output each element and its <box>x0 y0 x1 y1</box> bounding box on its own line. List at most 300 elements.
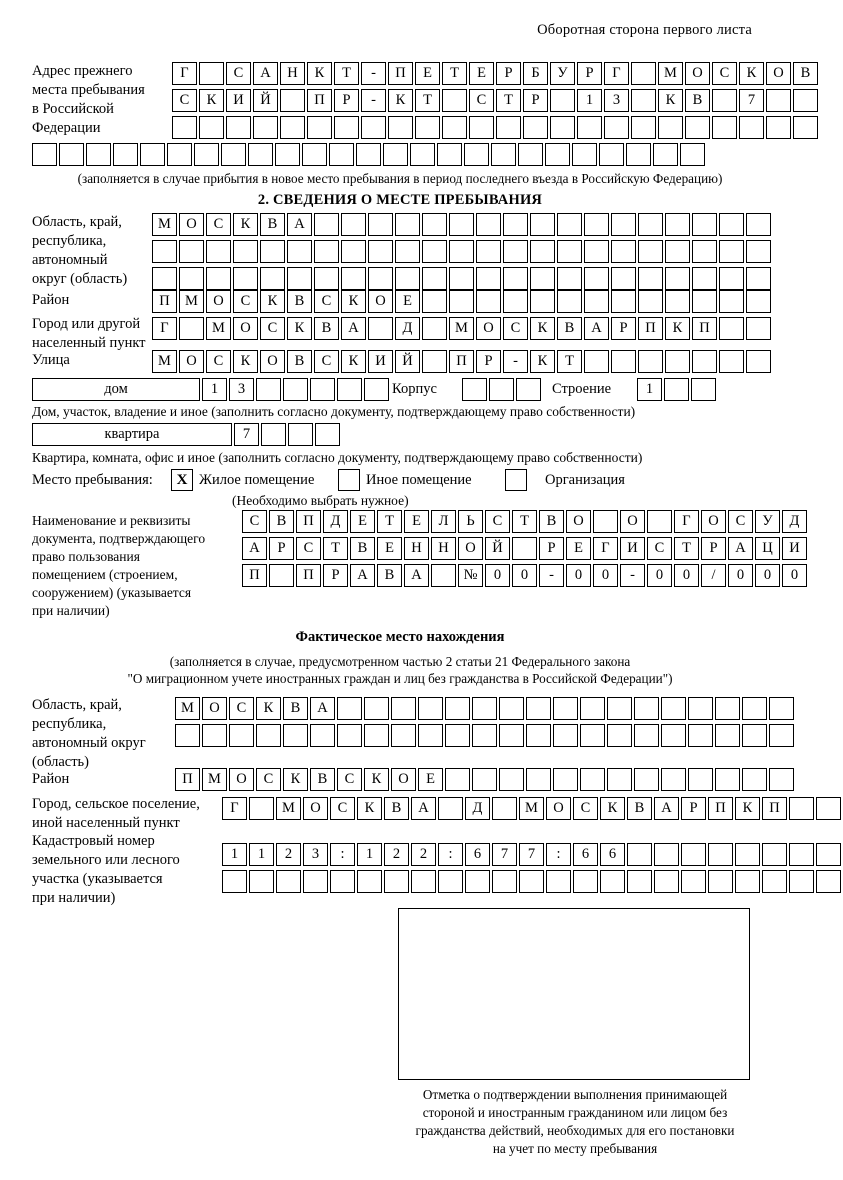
char-cell[interactable]: Р <box>681 797 706 820</box>
document-row-1[interactable] <box>242 510 809 533</box>
char-cell[interactable] <box>692 290 717 313</box>
char-cell[interactable]: 1 <box>202 378 227 401</box>
char-cell[interactable]: 0 <box>728 564 753 587</box>
char-cell[interactable]: С <box>206 350 231 373</box>
char-cell[interactable] <box>530 213 555 236</box>
char-cell[interactable]: 0 <box>485 564 510 587</box>
char-cell[interactable]: 6 <box>600 843 625 866</box>
char-cell[interactable]: А <box>728 537 753 560</box>
char-cell[interactable]: 0 <box>566 564 591 587</box>
char-cell[interactable]: Е <box>404 510 429 533</box>
char-cell[interactable] <box>584 267 609 290</box>
char-cell[interactable]: 6 <box>465 843 490 866</box>
char-cell[interactable]: В <box>314 317 339 340</box>
checkbox-inoe-pomeschenie[interactable] <box>338 469 360 491</box>
char-cell[interactable]: Т <box>442 62 467 85</box>
char-cell[interactable]: Н <box>404 537 429 560</box>
char-cell[interactable] <box>708 843 733 866</box>
char-cell[interactable] <box>708 870 733 893</box>
char-cell[interactable] <box>715 724 740 747</box>
char-cell[interactable] <box>611 240 636 263</box>
char-cell[interactable]: О <box>701 510 726 533</box>
char-cell[interactable]: А <box>287 213 312 236</box>
char-cell[interactable]: Р <box>701 537 726 560</box>
char-cell[interactable] <box>631 89 656 112</box>
char-cell[interactable] <box>577 116 602 139</box>
char-cell[interactable]: Р <box>334 89 359 112</box>
char-cell[interactable] <box>476 267 501 290</box>
char-cell[interactable] <box>256 378 281 401</box>
char-cell[interactable]: К <box>233 213 258 236</box>
char-cell[interactable]: П <box>296 510 321 533</box>
char-cell[interactable] <box>503 240 528 263</box>
char-cell[interactable] <box>113 143 138 166</box>
char-cell[interactable] <box>746 350 771 373</box>
char-cell[interactable]: П <box>175 768 200 791</box>
char-cell[interactable] <box>337 724 362 747</box>
char-cell[interactable]: В <box>310 768 335 791</box>
char-cell[interactable] <box>638 240 663 263</box>
char-cell[interactable]: О <box>391 768 416 791</box>
char-cell[interactable]: Ц <box>755 537 780 560</box>
char-cell[interactable] <box>735 870 760 893</box>
char-cell[interactable] <box>86 143 111 166</box>
char-cell[interactable] <box>789 797 814 820</box>
char-cell[interactable] <box>492 870 517 893</box>
char-cell[interactable] <box>303 870 328 893</box>
char-cell[interactable] <box>449 240 474 263</box>
char-cell[interactable] <box>638 213 663 236</box>
char-cell[interactable] <box>762 870 787 893</box>
char-cell[interactable] <box>229 724 254 747</box>
char-cell[interactable] <box>206 267 231 290</box>
char-cell[interactable] <box>611 213 636 236</box>
char-cell[interactable]: П <box>296 564 321 587</box>
char-cell[interactable]: : <box>330 843 355 866</box>
char-cell[interactable]: В <box>287 290 312 313</box>
char-cell[interactable] <box>503 213 528 236</box>
char-cell[interactable]: С <box>573 797 598 820</box>
char-cell[interactable] <box>816 797 841 820</box>
char-cell[interactable]: 3 <box>604 89 629 112</box>
char-cell[interactable] <box>553 697 578 720</box>
char-cell[interactable]: № <box>458 564 483 587</box>
char-cell[interactable] <box>449 213 474 236</box>
char-cell[interactable] <box>167 143 192 166</box>
char-cell[interactable]: С <box>296 537 321 560</box>
char-cell[interactable]: П <box>762 797 787 820</box>
char-cell[interactable]: Г <box>172 62 197 85</box>
char-cell[interactable]: П <box>388 62 413 85</box>
char-cell[interactable]: 0 <box>674 564 699 587</box>
char-cell[interactable]: С <box>728 510 753 533</box>
char-cell[interactable] <box>364 697 389 720</box>
prev-address-row-2[interactable] <box>172 89 820 112</box>
char-cell[interactable] <box>395 240 420 263</box>
char-cell[interactable] <box>557 213 582 236</box>
char-cell[interactable] <box>256 724 281 747</box>
char-cell[interactable]: В <box>685 89 710 112</box>
char-cell[interactable]: В <box>539 510 564 533</box>
char-cell[interactable]: А <box>350 564 375 587</box>
char-cell[interactable] <box>330 870 355 893</box>
char-cell[interactable] <box>746 290 771 313</box>
char-cell[interactable] <box>553 768 578 791</box>
char-cell[interactable]: Б <box>523 62 548 85</box>
char-cell[interactable] <box>310 378 335 401</box>
char-cell[interactable]: М <box>658 62 683 85</box>
char-cell[interactable]: И <box>782 537 807 560</box>
char-cell[interactable]: М <box>276 797 301 820</box>
char-cell[interactable] <box>334 116 359 139</box>
char-cell[interactable]: Д <box>323 510 348 533</box>
char-cell[interactable] <box>611 290 636 313</box>
char-cell[interactable] <box>179 240 204 263</box>
char-cell[interactable]: П <box>242 564 267 587</box>
char-cell[interactable] <box>530 240 555 263</box>
char-cell[interactable] <box>249 797 274 820</box>
prev-address-row-1[interactable] <box>172 62 820 85</box>
char-cell[interactable] <box>492 797 517 820</box>
char-cell[interactable]: П <box>692 317 717 340</box>
char-cell[interactable]: Т <box>415 89 440 112</box>
char-cell[interactable] <box>658 116 683 139</box>
char-cell[interactable]: С <box>337 768 362 791</box>
char-cell[interactable] <box>280 89 305 112</box>
char-cell[interactable]: К <box>530 350 555 373</box>
char-cell[interactable]: С <box>314 290 339 313</box>
char-cell[interactable]: К <box>233 350 258 373</box>
char-cell[interactable]: С <box>172 89 197 112</box>
char-cell[interactable] <box>584 240 609 263</box>
char-cell[interactable] <box>314 267 339 290</box>
char-cell[interactable]: А <box>310 697 335 720</box>
char-cell[interactable] <box>152 240 177 263</box>
actual-city-row[interactable] <box>222 797 843 820</box>
char-cell[interactable] <box>681 843 706 866</box>
char-cell[interactable]: К <box>388 89 413 112</box>
char-cell[interactable] <box>422 213 447 236</box>
char-cell[interactable] <box>647 510 672 533</box>
char-cell[interactable] <box>692 267 717 290</box>
char-cell[interactable] <box>499 768 524 791</box>
char-cell[interactable] <box>611 267 636 290</box>
char-cell[interactable] <box>418 697 443 720</box>
char-cell[interactable]: С <box>485 510 510 533</box>
char-cell[interactable]: К <box>260 290 285 313</box>
char-cell[interactable]: Д <box>395 317 420 340</box>
char-cell[interactable] <box>496 116 521 139</box>
char-cell[interactable]: В <box>557 317 582 340</box>
char-cell[interactable] <box>269 564 294 587</box>
char-cell[interactable] <box>516 378 541 401</box>
char-cell[interactable] <box>438 870 463 893</box>
char-cell[interactable]: 2 <box>384 843 409 866</box>
char-cell[interactable] <box>692 213 717 236</box>
char-cell[interactable] <box>445 697 470 720</box>
char-cell[interactable]: Й <box>253 89 278 112</box>
char-cell[interactable] <box>769 724 794 747</box>
char-cell[interactable]: П <box>449 350 474 373</box>
char-cell[interactable] <box>580 697 605 720</box>
char-cell[interactable] <box>746 213 771 236</box>
char-cell[interactable]: В <box>384 797 409 820</box>
char-cell[interactable]: К <box>199 89 224 112</box>
char-cell[interactable] <box>499 697 524 720</box>
char-cell[interactable] <box>314 213 339 236</box>
char-cell[interactable] <box>368 240 393 263</box>
actual-region-row-1[interactable] <box>175 697 796 720</box>
char-cell[interactable]: Н <box>280 62 305 85</box>
char-cell[interactable] <box>681 870 706 893</box>
char-cell[interactable] <box>816 870 841 893</box>
char-cell[interactable] <box>665 240 690 263</box>
char-cell[interactable] <box>712 116 737 139</box>
char-cell[interactable]: 1 <box>357 843 382 866</box>
char-cell[interactable]: 0 <box>782 564 807 587</box>
char-cell[interactable] <box>739 116 764 139</box>
char-cell[interactable]: А <box>341 317 366 340</box>
char-cell[interactable] <box>557 290 582 313</box>
char-cell[interactable] <box>665 267 690 290</box>
char-cell[interactable]: А <box>242 537 267 560</box>
char-cell[interactable] <box>665 213 690 236</box>
char-cell[interactable] <box>364 724 389 747</box>
char-cell[interactable] <box>634 724 659 747</box>
char-cell[interactable]: Й <box>395 350 420 373</box>
char-cell[interactable]: 0 <box>755 564 780 587</box>
char-cell[interactable]: Р <box>539 537 564 560</box>
char-cell[interactable]: К <box>307 62 332 85</box>
char-cell[interactable]: 2 <box>276 843 301 866</box>
char-cell[interactable]: Г <box>604 62 629 85</box>
char-cell[interactable] <box>692 240 717 263</box>
char-cell[interactable] <box>307 116 332 139</box>
char-cell[interactable] <box>222 870 247 893</box>
char-cell[interactable]: К <box>287 317 312 340</box>
char-cell[interactable] <box>437 143 462 166</box>
char-cell[interactable]: Т <box>557 350 582 373</box>
char-cell[interactable] <box>530 290 555 313</box>
char-cell[interactable]: Т <box>323 537 348 560</box>
char-cell[interactable]: М <box>202 768 227 791</box>
char-cell[interactable]: Д <box>465 797 490 820</box>
char-cell[interactable]: С <box>226 62 251 85</box>
char-cell[interactable] <box>526 724 551 747</box>
char-cell[interactable]: Ь <box>458 510 483 533</box>
char-cell[interactable] <box>584 290 609 313</box>
stamp-area[interactable] <box>398 908 750 1080</box>
char-cell[interactable] <box>288 423 313 446</box>
char-cell[interactable]: П <box>638 317 663 340</box>
char-cell[interactable] <box>526 697 551 720</box>
char-cell[interactable]: О <box>458 537 483 560</box>
checkbox-organizatsiya[interactable] <box>505 469 527 491</box>
char-cell[interactable]: Г <box>152 317 177 340</box>
char-cell[interactable] <box>638 290 663 313</box>
char-cell[interactable] <box>368 213 393 236</box>
char-cell[interactable] <box>179 267 204 290</box>
char-cell[interactable]: Е <box>566 537 591 560</box>
char-cell[interactable]: К <box>735 797 760 820</box>
actual-district-row[interactable] <box>175 768 796 791</box>
char-cell[interactable] <box>175 724 200 747</box>
char-cell[interactable] <box>719 317 744 340</box>
char-cell[interactable] <box>607 768 632 791</box>
char-cell[interactable] <box>287 267 312 290</box>
char-cell[interactable] <box>464 143 489 166</box>
cadastral-row-1[interactable] <box>222 843 843 866</box>
char-cell[interactable]: Г <box>593 537 618 560</box>
char-cell[interactable] <box>719 350 744 373</box>
char-cell[interactable] <box>172 116 197 139</box>
char-cell[interactable]: Р <box>269 537 294 560</box>
char-cell[interactable] <box>364 378 389 401</box>
char-cell[interactable] <box>442 89 467 112</box>
char-cell[interactable] <box>368 317 393 340</box>
char-cell[interactable]: : <box>438 843 463 866</box>
char-cell[interactable] <box>233 267 258 290</box>
char-cell[interactable]: М <box>179 290 204 313</box>
char-cell[interactable] <box>248 143 273 166</box>
char-cell[interactable]: Й <box>485 537 510 560</box>
char-cell[interactable] <box>627 843 652 866</box>
char-cell[interactable]: 7 <box>492 843 517 866</box>
char-cell[interactable] <box>584 213 609 236</box>
char-cell[interactable]: 1 <box>577 89 602 112</box>
char-cell[interactable] <box>422 350 447 373</box>
char-cell[interactable]: : <box>546 843 571 866</box>
char-cell[interactable] <box>654 870 679 893</box>
char-cell[interactable] <box>472 768 497 791</box>
char-cell[interactable] <box>357 870 382 893</box>
char-cell[interactable]: С <box>206 213 231 236</box>
char-cell[interactable] <box>553 724 578 747</box>
char-cell[interactable]: Е <box>377 537 402 560</box>
char-cell[interactable]: К <box>341 290 366 313</box>
char-cell[interactable] <box>152 267 177 290</box>
char-cell[interactable]: П <box>708 797 733 820</box>
char-cell[interactable] <box>600 870 625 893</box>
char-cell[interactable] <box>685 116 710 139</box>
char-cell[interactable]: В <box>269 510 294 533</box>
char-cell[interactable]: - <box>361 89 386 112</box>
char-cell[interactable]: Т <box>377 510 402 533</box>
char-cell[interactable]: С <box>233 290 258 313</box>
korpus-cells[interactable] <box>462 378 543 401</box>
char-cell[interactable] <box>442 116 467 139</box>
char-cell[interactable] <box>395 267 420 290</box>
char-cell[interactable]: М <box>519 797 544 820</box>
actual-region-row-2[interactable] <box>175 724 796 747</box>
char-cell[interactable]: К <box>530 317 555 340</box>
prev-address-row-3[interactable] <box>172 116 820 139</box>
char-cell[interactable] <box>341 213 366 236</box>
char-cell[interactable] <box>593 510 618 533</box>
char-cell[interactable]: Т <box>512 510 537 533</box>
char-cell[interactable]: А <box>411 797 436 820</box>
char-cell[interactable]: С <box>314 350 339 373</box>
char-cell[interactable] <box>368 267 393 290</box>
char-cell[interactable] <box>287 240 312 263</box>
document-row-3[interactable] <box>242 564 809 587</box>
char-cell[interactable]: / <box>701 564 726 587</box>
char-cell[interactable] <box>202 724 227 747</box>
char-cell[interactable]: 1 <box>637 378 662 401</box>
char-cell[interactable]: М <box>152 350 177 373</box>
char-cell[interactable]: М <box>206 317 231 340</box>
char-cell[interactable] <box>611 350 636 373</box>
char-cell[interactable]: Г <box>222 797 247 820</box>
char-cell[interactable] <box>719 213 744 236</box>
char-cell[interactable]: Д <box>782 510 807 533</box>
char-cell[interactable] <box>315 423 340 446</box>
char-cell[interactable]: 0 <box>593 564 618 587</box>
char-cell[interactable]: Е <box>469 62 494 85</box>
char-cell[interactable]: К <box>256 697 281 720</box>
char-cell[interactable] <box>418 724 443 747</box>
char-cell[interactable]: Р <box>476 350 501 373</box>
char-cell[interactable] <box>472 697 497 720</box>
char-cell[interactable] <box>445 768 470 791</box>
char-cell[interactable]: О <box>179 350 204 373</box>
district-row[interactable] <box>152 290 773 313</box>
char-cell[interactable] <box>661 724 686 747</box>
char-cell[interactable]: О <box>229 768 254 791</box>
char-cell[interactable]: С <box>229 697 254 720</box>
char-cell[interactable]: Р <box>496 62 521 85</box>
char-cell[interactable]: О <box>206 290 231 313</box>
char-cell[interactable]: О <box>368 290 393 313</box>
char-cell[interactable] <box>599 143 624 166</box>
char-cell[interactable] <box>337 697 362 720</box>
char-cell[interactable] <box>545 143 570 166</box>
char-cell[interactable]: Т <box>496 89 521 112</box>
char-cell[interactable] <box>584 350 609 373</box>
char-cell[interactable]: Р <box>523 89 548 112</box>
char-cell[interactable] <box>742 697 767 720</box>
char-cell[interactable] <box>383 143 408 166</box>
prev-address-row-4[interactable] <box>32 143 707 166</box>
char-cell[interactable] <box>550 89 575 112</box>
char-cell[interactable] <box>526 768 551 791</box>
char-cell[interactable] <box>604 116 629 139</box>
char-cell[interactable] <box>769 697 794 720</box>
char-cell[interactable]: О <box>766 62 791 85</box>
cadastral-row-2[interactable] <box>222 870 843 893</box>
char-cell[interactable] <box>449 290 474 313</box>
char-cell[interactable] <box>572 143 597 166</box>
char-cell[interactable] <box>692 350 717 373</box>
char-cell[interactable]: Р <box>611 317 636 340</box>
char-cell[interactable] <box>719 290 744 313</box>
char-cell[interactable] <box>580 724 605 747</box>
char-cell[interactable] <box>260 267 285 290</box>
char-cell[interactable] <box>719 267 744 290</box>
char-cell[interactable]: О <box>179 213 204 236</box>
char-cell[interactable]: А <box>253 62 278 85</box>
char-cell[interactable]: С <box>712 62 737 85</box>
char-cell[interactable]: Р <box>577 62 602 85</box>
char-cell[interactable]: С <box>256 768 281 791</box>
char-cell[interactable] <box>680 143 705 166</box>
char-cell[interactable] <box>499 724 524 747</box>
char-cell[interactable] <box>445 724 470 747</box>
char-cell[interactable] <box>411 870 436 893</box>
char-cell[interactable] <box>661 697 686 720</box>
char-cell[interactable]: Т <box>334 62 359 85</box>
char-cell[interactable]: Н <box>431 537 456 560</box>
